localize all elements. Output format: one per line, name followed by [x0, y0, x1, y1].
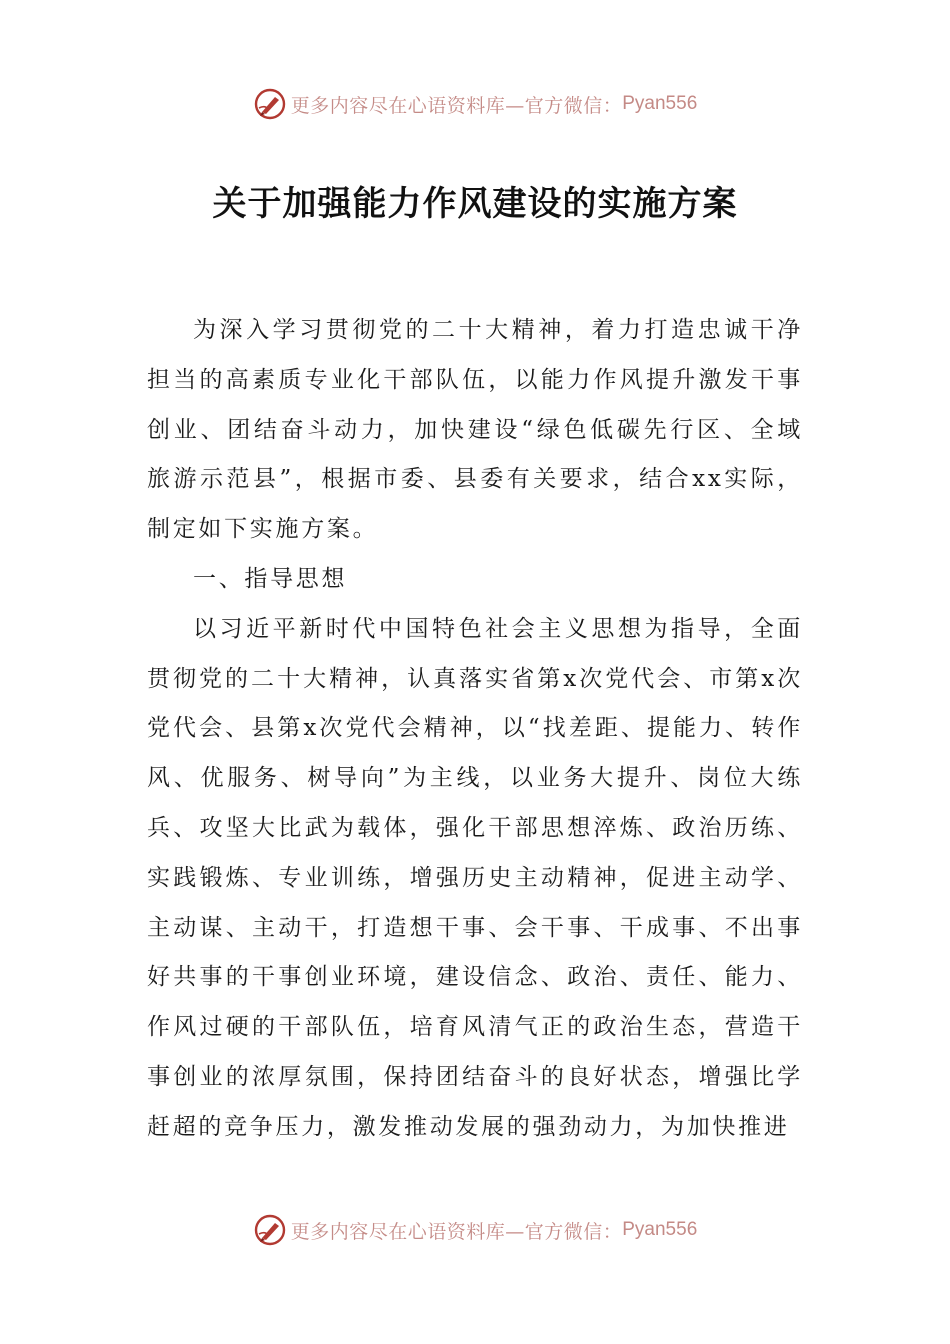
watermark-text: 更多内容尽在心语资料库—官方微信： [290, 94, 623, 117]
paragraph-intro: 为深入学习贯彻党的二十大精神，着力打造忠诚干净担当的高素质专业化干部队伍，以能力作风提升激发干事创业、团结奋斗动力，加快建设“绿色低碳先行区、全域旅游示范县”，根据市委、县委有关要求，结合xx实际，制定如下实施方案。 [147, 317, 803, 543]
paragraph-guiding-ideology: 以习近平新时代中国特色社会主义思想为指导，全面贯彻党的二十大精神，认真落实省第x次党代会、市第x次党代会、县第x次党代会精神，以“找差距、提能力、转作风、优服务、树导向”为主线，以业务大提升、岗位大练兵、攻坚大比武为载体，强化干部思想淬炼、政治历练、实践锻炼、专业训练，增强历史主动精神，促进主动学、主动谋、主动干，打造想干事、会干事、干成事、不出事好共事的干事创业环境，建设信念、政治、责任、能力、作风过硬的干部队伍，培育风清气正的政治生态，营造干事创业的浓厚氛围，保持团结奋斗的良好状态，增强比学赶超的竞争压力，激发推动发展的强劲动力，为加快推进 [147, 615, 803, 1140]
pen-logo-icon [253, 1213, 287, 1247]
header-watermark [0, 84, 950, 124]
watermark-text: 更多内容尽在心语资料库—官方微信： [290, 1220, 623, 1243]
document-title: 关于加强能力作风建设的实施方案 [212, 184, 738, 224]
watermark-wechat-id: Pyan556 [622, 93, 698, 114]
watermark-wechat-id: Pyan556 [622, 1219, 698, 1240]
footer-watermark [0, 1210, 950, 1250]
section-heading-guiding-ideology: 一、指导思想 [193, 565, 348, 592]
pen-logo-icon [253, 87, 287, 121]
document-body [147, 306, 803, 1153]
